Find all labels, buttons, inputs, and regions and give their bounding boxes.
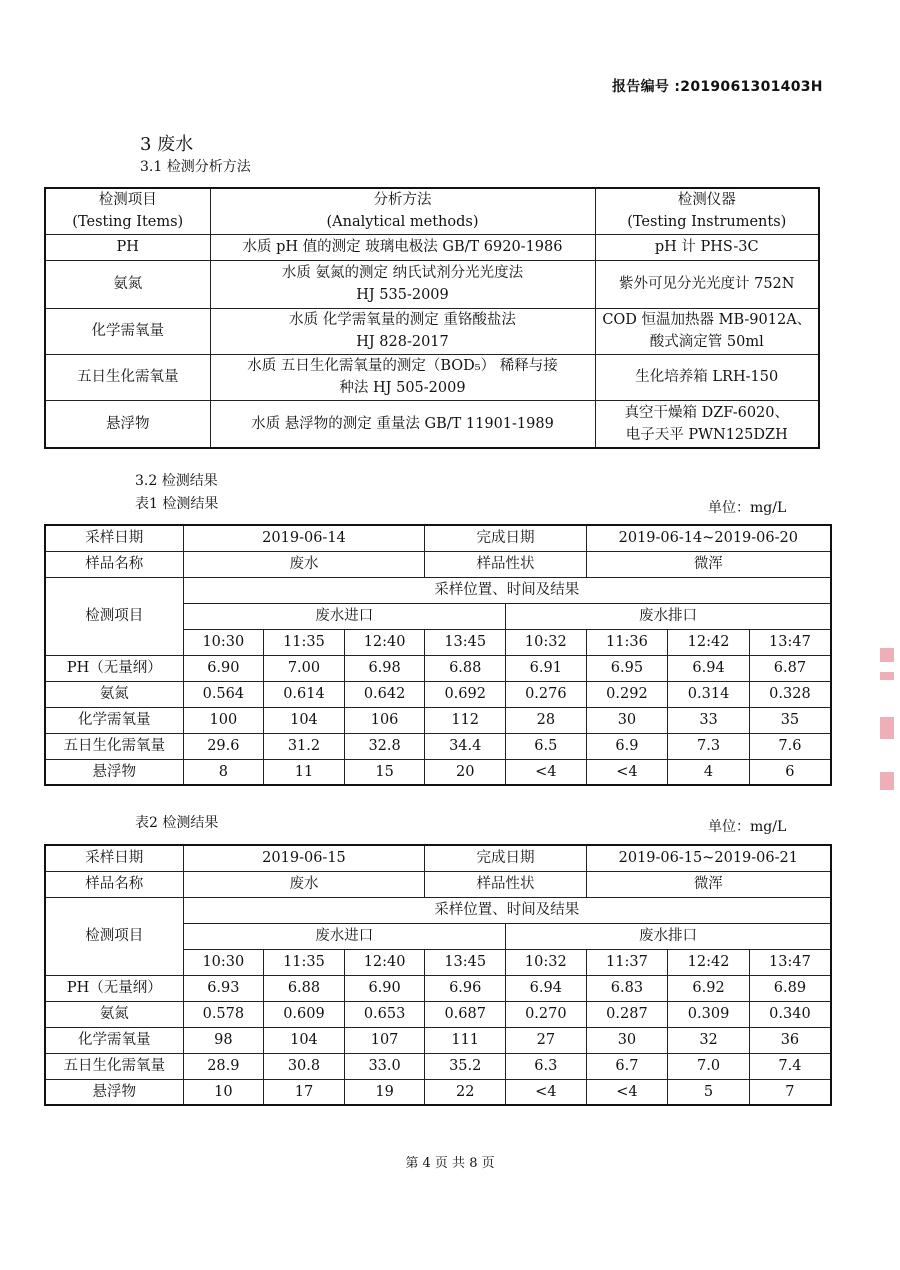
result-item: 悬浮物 (45, 1079, 183, 1105)
time-cell: 11:35 (264, 629, 345, 655)
result-value: 8 (183, 759, 264, 785)
result-item: 五日生化需氧量 (45, 1053, 183, 1079)
result-value: 20 (425, 759, 506, 785)
result-value: 0.687 (425, 1001, 506, 1027)
outlet-header: 废水排口 (506, 603, 831, 629)
sample-nature-label: 样品性状 (425, 871, 586, 897)
result-value: 6.87 (749, 655, 831, 681)
method-text (210, 260, 595, 308)
result-value: 30.8 (264, 1053, 345, 1079)
table1-caption: 表1 检测结果 (135, 496, 219, 512)
info-row (45, 525, 831, 551)
result-item: PH（无量纲） (45, 975, 183, 1001)
seal-edge-mark (880, 648, 894, 662)
result-row (45, 681, 831, 707)
method-text-line: 水质 氨氮的测定 纳氏试剂分光光度法 (281, 265, 524, 281)
result-value: 32.8 (344, 733, 425, 759)
method-text-line: 水质 pH 值的测定 玻璃电极法 GB/T 6920-1986 (242, 239, 563, 255)
result-value: 111 (425, 1027, 506, 1053)
outlet-header: 废水排口 (506, 923, 831, 949)
method-instrument-line: 电子天平 PWN125DZH (625, 426, 788, 443)
result-item: 悬浮物 (45, 759, 183, 785)
methods-header-cell-line: 分析方法 (373, 192, 432, 209)
result-row (45, 655, 831, 681)
result-value: 0.328 (749, 681, 831, 707)
inlet-header: 废水进口 (183, 923, 505, 949)
info-row (45, 871, 831, 897)
item-header: 检测项目 (45, 897, 183, 975)
methods-row (45, 354, 819, 400)
sample-nature-label: 样品性状 (425, 551, 586, 577)
result-value: 6.83 (586, 975, 668, 1001)
result-value: 0.642 (344, 681, 425, 707)
method-item: 化学需氧量 (45, 308, 210, 354)
sample-date: 2019-06-15 (183, 845, 425, 871)
group-header-row (45, 897, 831, 923)
result-row (45, 733, 831, 759)
methods-row (45, 308, 819, 354)
result-value: 7.6 (749, 733, 831, 759)
result-value: 7.4 (749, 1053, 831, 1079)
result-value: 6.3 (506, 1053, 587, 1079)
result-value: <4 (506, 759, 587, 785)
result-value: 11 (264, 759, 345, 785)
method-text (210, 308, 595, 354)
time-cell: 13:47 (749, 949, 831, 975)
result-value: 7.3 (668, 733, 750, 759)
time-cell: 11:36 (586, 629, 668, 655)
result-value: 104 (264, 1027, 345, 1053)
result-value: 107 (344, 1027, 425, 1053)
sample-name: 废水 (183, 551, 425, 577)
complete-date-label: 完成日期 (425, 845, 586, 871)
table1-unit: 单位：mg/L (708, 500, 787, 516)
result-item: 五日生化需氧量 (45, 733, 183, 759)
method-instrument-line: 酸式滴定管 50ml (649, 334, 764, 350)
method-text-line: 水质 化学需氧量的测定 重铬酸盐法 (289, 312, 516, 328)
sample-name-label: 样品名称 (45, 551, 183, 577)
result-value: 34.4 (425, 733, 506, 759)
result-value: 15 (344, 759, 425, 785)
result-value: 6.92 (668, 975, 750, 1001)
result-value: <4 (586, 759, 668, 785)
method-instrument (595, 308, 819, 354)
table2-unit: 单位：mg/L (708, 819, 787, 835)
sample-nature: 微浑 (586, 551, 831, 577)
result-item: 氨氮 (45, 1001, 183, 1027)
method-instrument-line: 真空干燥箱 DZF-6020、 (624, 404, 790, 421)
method-text-line: HJ 535-2009 (356, 287, 449, 303)
result-value: 100 (183, 707, 264, 733)
result-value: 0.287 (586, 1001, 668, 1027)
method-text-line: 水质 悬浮物的测定 重量法 GB/T 11901-1989 (251, 415, 554, 432)
result-value: 6.5 (506, 733, 587, 759)
inlet-header: 废水进口 (183, 603, 505, 629)
result-value: 6.91 (506, 655, 587, 681)
result-row (45, 1079, 831, 1105)
result-value: 0.578 (183, 1001, 264, 1027)
time-cell: 10:32 (506, 949, 587, 975)
result-value: 6.98 (344, 655, 425, 681)
result-value: 5 (668, 1079, 750, 1105)
result-value: 22 (425, 1079, 506, 1105)
result-row (45, 975, 831, 1001)
methods-header-cell-line: (Testing Items) (72, 214, 184, 231)
result-value: 33 (668, 707, 750, 733)
result-value: 6.90 (183, 655, 264, 681)
result-value: 36 (749, 1027, 831, 1053)
methods-header-cell (595, 188, 819, 234)
result-value: 7.0 (668, 1053, 750, 1079)
time-cell: 11:37 (586, 949, 668, 975)
methods-header-row (45, 188, 819, 234)
info-row (45, 845, 831, 871)
sample-date: 2019-06-14 (183, 525, 425, 551)
methods-table (44, 187, 820, 449)
result-value: 0.609 (264, 1001, 345, 1027)
methods-header-cell (210, 188, 595, 234)
methods-row (45, 400, 819, 448)
result-value: 6.88 (264, 975, 345, 1001)
result-value: 6.9 (586, 733, 668, 759)
method-instrument-line: COD 恒温加热器 MB-9012A、 (602, 312, 812, 328)
methods-title: 3.1 检测分析方法 (140, 159, 251, 175)
complete-date: 2019-06-14~2019-06-20 (586, 525, 831, 551)
result-value: 19 (344, 1079, 425, 1105)
method-text (210, 400, 595, 448)
result-value: 6.7 (586, 1053, 668, 1079)
methods-header-cell-line: (Analytical methods) (326, 214, 479, 231)
result-value: 6.94 (668, 655, 750, 681)
result-value: 28 (506, 707, 587, 733)
time-cell: 10:32 (506, 629, 587, 655)
group-header: 采样位置、时间及结果 (183, 897, 831, 923)
method-text-line: 水质 五日生化需氧量的测定（BOD₅） 稀释与接 (247, 358, 558, 374)
result-value: 7.00 (264, 655, 345, 681)
time-cell: 11:35 (264, 949, 345, 975)
info-row (45, 551, 831, 577)
section-title: 3 废水 (140, 134, 194, 155)
result-item: 化学需氧量 (45, 707, 183, 733)
result-value: 27 (506, 1027, 587, 1053)
method-item: PH (45, 234, 210, 260)
method-text (210, 234, 595, 260)
time-cell: 13:45 (425, 629, 506, 655)
method-instrument-line: pH 计 PHS-3C (654, 239, 759, 255)
result-value: 10 (183, 1079, 264, 1105)
result-value: 7 (749, 1079, 831, 1105)
result-value: 4 (668, 759, 750, 785)
seal-edge-mark (880, 717, 894, 739)
results-title: 3.2 检测结果 (135, 473, 218, 489)
result-value: 6.90 (344, 975, 425, 1001)
result-value: 17 (264, 1079, 345, 1105)
item-header: 检测项目 (45, 577, 183, 655)
result-value: 0.309 (668, 1001, 750, 1027)
method-text-line: HJ 828-2017 (356, 334, 449, 350)
time-cell: 12:42 (668, 629, 750, 655)
method-instrument (595, 400, 819, 448)
result-value: 0.276 (506, 681, 587, 707)
group-header-row (45, 577, 831, 603)
result-value: 106 (344, 707, 425, 733)
result-value: 0.270 (506, 1001, 587, 1027)
page-number: 第 4 页 共 8 页 (405, 1156, 495, 1171)
results-table-1 (44, 524, 832, 786)
method-instrument (595, 260, 819, 308)
result-value: 31.2 (264, 733, 345, 759)
methods-header-cell-line: (Testing Instruments) (627, 214, 787, 231)
method-item: 五日生化需氧量 (45, 354, 210, 400)
result-value: 35 (749, 707, 831, 733)
result-value: 6.88 (425, 655, 506, 681)
result-row (45, 1053, 831, 1079)
sample-name-label: 样品名称 (45, 871, 183, 897)
result-item: PH（无量纲） (45, 655, 183, 681)
result-value: 30 (586, 707, 668, 733)
methods-header-cell-line: 检测项目 (98, 192, 157, 209)
methods-row (45, 260, 819, 308)
seal-edge-mark (880, 772, 894, 790)
result-value: 35.2 (425, 1053, 506, 1079)
group-header: 采样位置、时间及结果 (183, 577, 831, 603)
result-value: 29.6 (183, 733, 264, 759)
complete-date: 2019-06-15~2019-06-21 (586, 845, 831, 871)
result-value: 33.0 (344, 1053, 425, 1079)
time-cell: 10:30 (183, 949, 264, 975)
methods-header-cell (45, 188, 210, 234)
result-value: 0.340 (749, 1001, 831, 1027)
complete-date-label: 完成日期 (425, 525, 586, 551)
result-value: 32 (668, 1027, 750, 1053)
result-value: 98 (183, 1027, 264, 1053)
table2-caption: 表2 检测结果 (135, 815, 219, 831)
method-item: 悬浮物 (45, 400, 210, 448)
time-cell: 10:30 (183, 629, 264, 655)
result-value: 0.692 (425, 681, 506, 707)
seal-edge-mark (880, 672, 894, 680)
method-item: 氨氮 (45, 260, 210, 308)
result-value: 6.93 (183, 975, 264, 1001)
result-value: 0.653 (344, 1001, 425, 1027)
sample-date-label: 采样日期 (45, 845, 183, 871)
sample-nature: 微浑 (586, 871, 831, 897)
time-cell: 12:42 (668, 949, 750, 975)
result-value: 0.564 (183, 681, 264, 707)
result-value: 0.292 (586, 681, 668, 707)
result-value: 30 (586, 1027, 668, 1053)
time-cell: 13:47 (749, 629, 831, 655)
result-item: 氨氮 (45, 681, 183, 707)
time-cell: 12:40 (344, 629, 425, 655)
method-instrument (595, 234, 819, 260)
result-row (45, 759, 831, 785)
results-table-2 (44, 844, 832, 1106)
sample-name: 废水 (183, 871, 425, 897)
method-instrument (595, 354, 819, 400)
result-value: 6 (749, 759, 831, 785)
methods-row (45, 234, 819, 260)
result-value: 6.94 (506, 975, 587, 1001)
result-value: 6.95 (586, 655, 668, 681)
result-value: 6.89 (749, 975, 831, 1001)
result-row (45, 1027, 831, 1053)
report-number: 报告编号 :2019061301403H (612, 79, 823, 95)
method-text (210, 354, 595, 400)
result-value: <4 (506, 1079, 587, 1105)
methods-header-cell-line: 检测仪器 (677, 192, 736, 209)
result-row (45, 1001, 831, 1027)
result-item: 化学需氧量 (45, 1027, 183, 1053)
method-instrument-line: 紫外可见分光光度计 752N (619, 276, 795, 292)
result-value: 0.614 (264, 681, 345, 707)
result-row (45, 707, 831, 733)
result-value: 0.314 (668, 681, 750, 707)
result-value: 6.96 (425, 975, 506, 1001)
sample-date-label: 采样日期 (45, 525, 183, 551)
result-value: <4 (586, 1079, 668, 1105)
result-value: 28.9 (183, 1053, 264, 1079)
result-value: 112 (425, 707, 506, 733)
time-cell: 13:45 (425, 949, 506, 975)
result-value: 104 (264, 707, 345, 733)
time-cell: 12:40 (344, 949, 425, 975)
method-text-line: 种法 HJ 505-2009 (339, 380, 466, 396)
method-instrument-line: 生化培养箱 LRH-150 (635, 369, 779, 385)
